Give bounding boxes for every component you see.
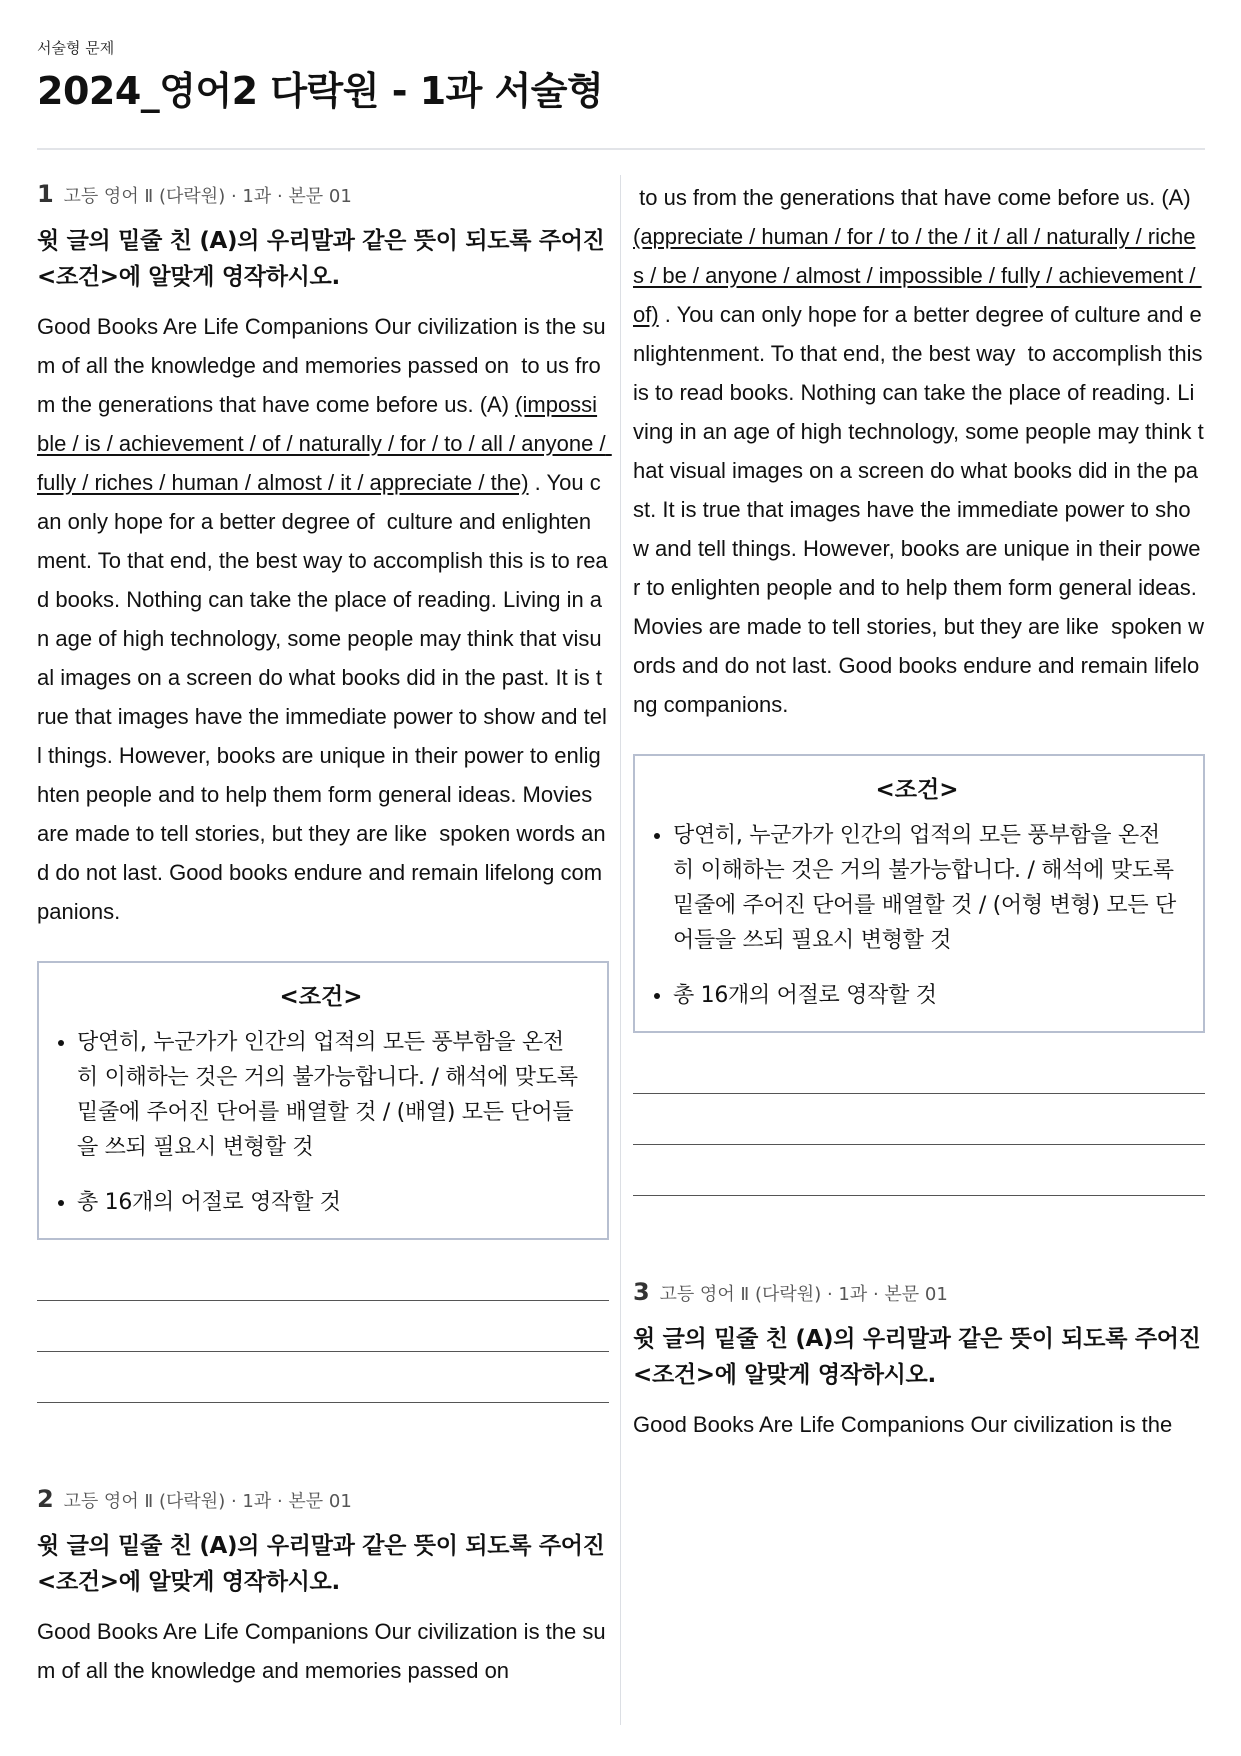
answer-line[interactable] (37, 1301, 609, 1352)
document-label: 서술형 문제 (37, 39, 115, 57)
question-spacer (633, 1196, 1205, 1276)
left-column (37, 178, 612, 1690)
answer-line[interactable] (633, 1043, 1205, 1094)
column-divider (620, 175, 621, 1725)
blank-marker: (A) (479, 392, 516, 417)
condition-item: • 당연히, 누군가가 인간의 업적의 모든 풍부함을 온전히 이해하는 것은 거의 불가능합니다. / 해석에 맞도록 밑줄에 주어진 단어를 배열할 것 / (어형 변형) 모든 단어들을 쓰되 필요시 변형할 것 (673, 818, 1179, 958)
condition-item: • 총 16개의 어절로 영작할 것 (673, 978, 1179, 1013)
conditions-box (37, 961, 609, 1240)
underlined-word-bank: (appreciate / human / for / to / the / it / all / naturally / riches / be / anyone / almost / impossible / fully / achievement / of) (633, 224, 1202, 327)
question-spacer (37, 1403, 609, 1483)
question-2 (37, 1483, 609, 1690)
question-source: 고등 영어 Ⅱ (다락원) · 1과 · 본문 01 (63, 186, 352, 207)
question-1 (37, 178, 612, 1403)
reading-passage (633, 178, 1209, 724)
right-column (633, 178, 1209, 1444)
question-prompt: 윗 글의 밑줄 친 (A)의 우리말과 같은 뜻이 되도록 주어진 <조건>에 알맞게 영작하시오. (37, 1533, 605, 1595)
question-meta (37, 1483, 609, 1518)
question-source: 고등 영어 Ⅱ (다락원) · 1과 · 본문 01 (659, 1284, 948, 1305)
question-prompt: 윗 글의 밑줄 친 (A)의 우리말과 같은 뜻이 되도록 주어진 <조건>에 알맞게 영작하시오. (37, 228, 605, 290)
answer-line[interactable] (37, 1250, 609, 1301)
answer-line[interactable] (633, 1145, 1205, 1196)
question-number: 3 (633, 1278, 650, 1306)
question-meta (633, 1276, 1205, 1311)
reading-passage (37, 307, 612, 931)
document-title: 2024_영어2 다락원 - 1과 서술형 (37, 69, 604, 113)
conditions-box (633, 754, 1205, 1033)
question-3 (633, 1276, 1205, 1444)
passage-text: to us from the generations that have come before us. (633, 185, 1162, 210)
blank-marker: (A) (1161, 185, 1197, 210)
condition-item: • 당연히, 누군가가 인간의 업적의 모든 풍부함을 온전히 이해하는 것은 거의 불가능합니다. / 해석에 맞도록 밑줄에 주어진 단어를 배열할 것 / (배열) 모든 단어들을 쓰되 필요시 변형할 것 (77, 1025, 583, 1165)
answer-line[interactable] (633, 1094, 1205, 1145)
conditions-title: <조건> (279, 984, 363, 1010)
conditions-title: <조건> (875, 777, 959, 803)
passage-text: . You can only hope for a better degree of culture and enlightenment. To that end, the best way to accomplish this is to read books. Nothing can take the place of reading. Living in an age of high technology, some people may think that visual images on a screen do what books did in the past. It is true that images have the immediate power to show and tell things. However, books are unique in their power to enlighten people and to help them form general ideas. Movies are made to tell stories, but they are like spoken words and do not last. Good books endure and remain lifelong companions. (633, 302, 1209, 717)
question-number: 2 (37, 1485, 54, 1513)
condition-item: • 총 16개의 어절로 영작할 것 (77, 1185, 583, 1220)
conditions-list (655, 818, 1179, 1013)
reading-passage: Good Books Are Life Companions Our civilization is the (633, 1412, 1173, 1437)
answer-lines (633, 1043, 1205, 1196)
passage-text: . You can only hope for a better degree of culture and enlightenment. To that end, the best way to accomplish this is to read books. Nothing can take the place of reading. Living in an age of high technology, some people may think that visual images on a screen do what books did in the past. It is true that images have the immediate power to show and tell things. However, books are unique in their power to enlighten people and to help them form general ideas. Movies are made to tell stories, but they are like spoken words and do not last. Good books endure and remain lifelong companions. (37, 470, 608, 924)
page-header (37, 36, 1205, 114)
answer-lines (37, 1250, 609, 1403)
passage-text: Good Books Are Life Companions Our civilization is the sum of all the knowledge and memories passed on to us from the generations that have come before us. (37, 314, 606, 417)
question-meta (37, 178, 609, 213)
question-source: 고등 영어 Ⅱ (다락원) · 1과 · 본문 01 (63, 1491, 352, 1512)
question-2-continued (633, 178, 1209, 1196)
reading-passage: Good Books Are Life Companions Our civilization is the sum of all the knowledge and memories passed on (37, 1619, 606, 1683)
underlined-word-bank: (impossible / is / achievement / of / naturally / for / to / all / anyone / fully / riches / human / almost / it / appreciate / the) (37, 392, 612, 495)
header-divider (37, 148, 1205, 150)
question-prompt: 윗 글의 밑줄 친 (A)의 우리말과 같은 뜻이 되도록 주어진 <조건>에 알맞게 영작하시오. (633, 1326, 1201, 1388)
question-number: 1 (37, 180, 54, 208)
conditions-list (59, 1025, 583, 1220)
answer-line[interactable] (37, 1352, 609, 1403)
